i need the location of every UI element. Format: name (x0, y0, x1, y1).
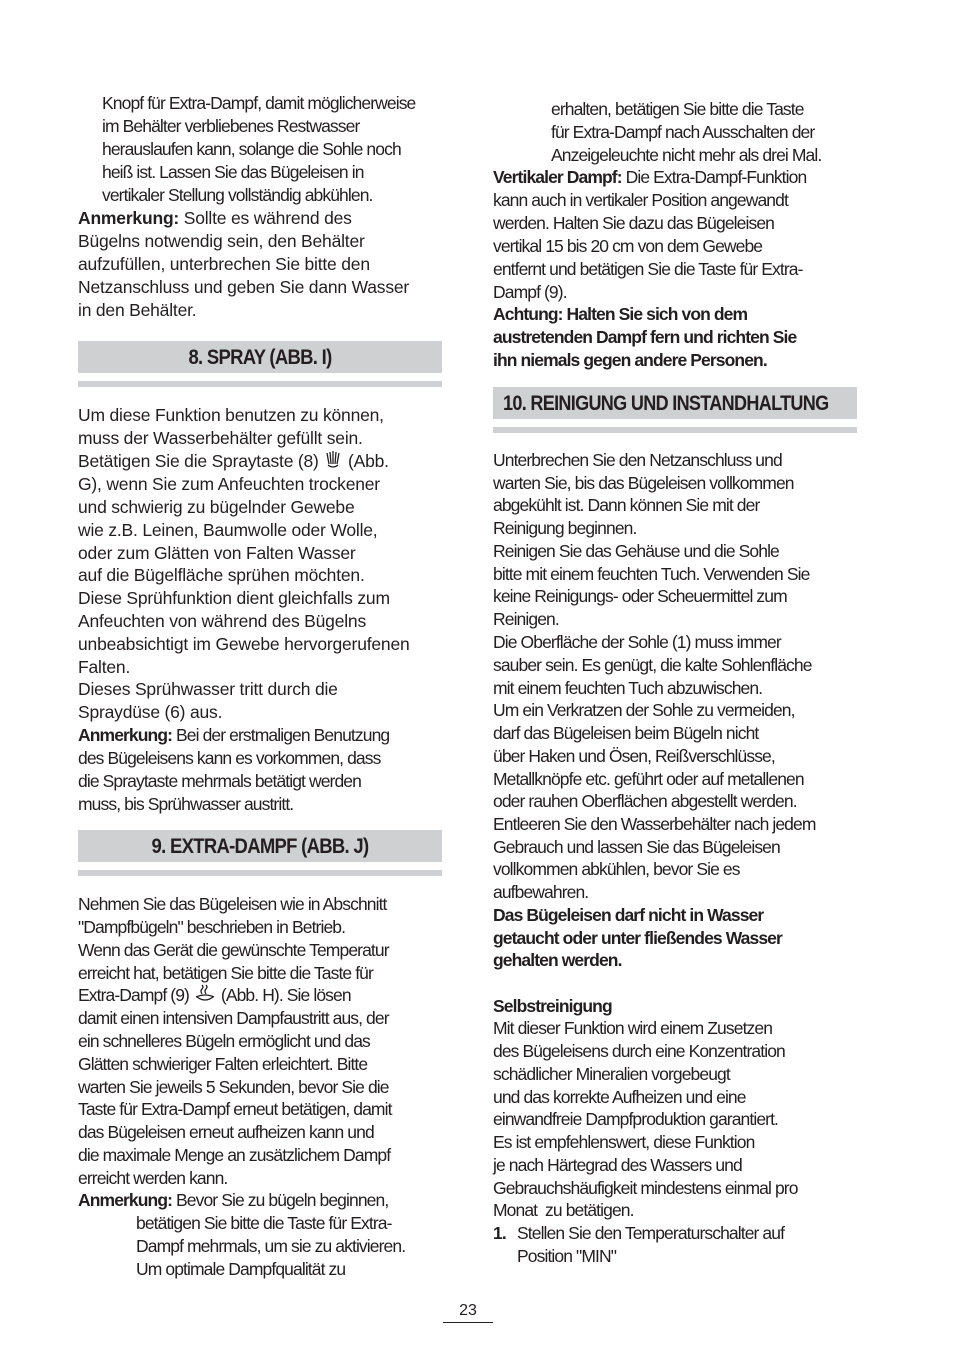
paragraph-line: Dieses Sprühwasser tritt durch die (78, 679, 338, 699)
note-line: Um optimale Dampfqualität zu (136, 1259, 346, 1279)
paragraph-line: erhalten, betätigen Sie bitte die Taste (551, 99, 804, 119)
paragraph-line: schädlicher Mineralien vorgebeugt (493, 1064, 730, 1084)
step-line: Stellen Sie den Temperaturschalter auf (517, 1223, 785, 1243)
paragraph-line: darf das Bügeleisen beim Bügeln nicht (493, 723, 759, 743)
paragraph-line: sauber sein. Es genügt, die kalte Sohlenfläche (493, 655, 812, 675)
paragraph-line: Glätten schwieriger Falten erleichtert. Bitte (78, 1054, 368, 1074)
note-label: Anmerkung: (78, 208, 180, 228)
note-paragraph (78, 207, 352, 230)
note-label: Anmerkung: (78, 1190, 173, 1210)
paragraph-line: abgekühlt ist. Dann können Sie mit der (493, 495, 760, 515)
paragraph-line: Diese Sprühfunktion dient gleichfalls zum (78, 588, 390, 608)
note-line: die Spraytaste mehrmals betätigt werden (78, 771, 361, 791)
paragraph-line: erreicht hat, betätigen Sie bitte die Taste für (78, 963, 373, 983)
paragraph-line: je nach Härtegrad des Wassers und (493, 1155, 742, 1175)
paragraph-line: Unterbrechen Sie den Netzanschluss und (493, 450, 782, 470)
paragraph-line: des Bügeleisens durch eine Konzentration (493, 1041, 785, 1061)
paragraph-line: über Haken und Ösen, Reißverschlüsse, (493, 746, 775, 766)
paragraph-line: unbeabsichtigt im Gewebe hervorgerufenen (78, 634, 410, 654)
note-label: Anmerkung: (78, 725, 173, 745)
page-number-rule (443, 1322, 493, 1323)
paragraph-line: G), wenn Sie zum Anfeuchten trockener (78, 474, 380, 494)
note-line: Netzanschluss und geben Sie dann Wasser (78, 277, 410, 297)
paragraph-line: Reinigung beginnen. (493, 518, 637, 538)
paragraph-line: vertikal 15 bis 20 cm von dem Gewebe (493, 236, 763, 256)
paragraph-line: kann auch in vertikaler Position angewandt (493, 190, 788, 210)
paragraph-line: damit einen intensiven Dampfaustritt aus, der (78, 1008, 389, 1028)
extra-steam-icon (193, 984, 217, 1010)
section-title: 8. SPRAY (ABB. I) (188, 346, 332, 369)
paragraph-line: Mit dieser Funktion wird einem Zusetzen (493, 1018, 773, 1038)
paragraph-line: auf die Bügelfläche sprühen möchten. (78, 565, 365, 585)
paragraph-line: einwandfreie Dampfproduktion garantiert. (493, 1109, 779, 1129)
vertical-steam-label: Vertikaler Dampf: (493, 167, 622, 187)
paragraph-line: für Extra-Dampf nach Ausschalten der (551, 122, 815, 142)
paragraph-line: Betätigen Sie die Spraytaste (8) (Abb. (78, 450, 389, 476)
paragraph-line: Um diese Funktion benutzen zu können, (78, 405, 384, 425)
paragraph-line: Monat zu betätigen. (493, 1200, 634, 1220)
paragraph-line: muss der Wasserbehälter gefüllt sein. (78, 428, 363, 448)
paragraph-line: Wenn das Gerät die gewünschte Temperatur (78, 940, 389, 960)
note-line: Dampf mehrmals, um sie zu aktivieren. (136, 1236, 406, 1256)
paragraph-line: das Bügeleisen erneut aufheizen kann und (78, 1122, 374, 1142)
paragraph-line: Spraydüse (6) aus. (78, 702, 223, 722)
intro-line: Knopf für Extra-Dampf, damit möglicherweise (102, 93, 416, 113)
warning-line: Achtung: Halten Sie sich von dem (493, 304, 748, 324)
intro-line: im Behälter verbliebenes Restwasser (102, 116, 360, 136)
paragraph-line: entfernt und betätigen Sie die Taste für Extra- (493, 259, 803, 279)
note-line: des Bügeleisens kann es vorkommen, dass (78, 748, 381, 768)
paragraph-line: keine Reinigungs- oder Scheuermittel zum (493, 586, 787, 606)
section-header-cleaning (493, 387, 857, 433)
paragraph-line: Die Oberfläche der Sohle (1) muss immer (493, 632, 781, 652)
subheading-self-cleaning: Selbstreinigung (493, 996, 612, 1016)
paragraph-line: oder rauhen Oberflächen abgestellt werden. (493, 791, 797, 811)
paragraph-line: Anfeuchten von während des Bügelns (78, 611, 366, 631)
paragraph-line: Es ist empfehlenswert, diese Funktion (493, 1132, 755, 1152)
note-paragraph: Anmerkung: Bei der erstmaligen Benutzung (78, 725, 390, 745)
note-paragraph: Anmerkung: Bevor Sie zu bügeln beginnen, (78, 1190, 389, 1210)
paragraph-line: Gebrauch und lassen Sie das Bügeleisen (493, 837, 780, 857)
paragraph-line: warten Sie, bis das Bügeleisen vollkommen (493, 473, 794, 493)
warning-line: gehalten werden. (493, 950, 622, 970)
warning-line: Das Bügeleisen darf nicht in Wasser (493, 905, 764, 925)
paragraph-line: erreicht werden kann. (78, 1168, 228, 1188)
paragraph-line: Reinigen Sie das Gehäuse und die Sohle (493, 541, 779, 561)
intro-line: herauslaufen kann, solange die Sohle noch (102, 139, 401, 159)
paragraph-line: Extra-Dampf (9) (Abb. H). Sie lösen (78, 984, 351, 1010)
intro-line: heiß ist. Lassen Sie das Bügeleisen in (102, 162, 364, 182)
paragraph-line: Gebrauchshäufigkeit mindestens einmal pro (493, 1178, 798, 1198)
paragraph-line: Falten. (78, 657, 131, 677)
section-header-spray (78, 341, 442, 387)
paragraph-line: Anzeigeleuchte nicht mehr als drei Mal. (551, 145, 822, 165)
section-title: 10. REINIGUNG UND INSTANDHALTUNG (503, 392, 829, 415)
page-number: 23 (459, 1302, 477, 1319)
paragraph-line: bitte mit einem feuchten Tuch. Verwenden Sie (493, 564, 810, 584)
section-title: 9. EXTRA-DAMPF (ABB. J) (151, 835, 369, 858)
paragraph-line: Dampf (9). (493, 282, 567, 302)
paragraph-line: Nehmen Sie das Bügeleisen wie in Abschnitt (78, 894, 387, 914)
paragraph-line: und schwierig zu bügelnder Gewebe (78, 497, 355, 517)
paragraph-line: Reinigen. (493, 609, 559, 629)
note-line: muss, bis Sprühwasser austritt. (78, 794, 294, 814)
paragraph-line: mit einem feuchten Tuch abzuwischen. (493, 678, 763, 698)
paragraph-line: ein schnelleres Bügeln ermöglicht und das (78, 1031, 370, 1051)
warning-line: austretenden Dampf fern und richten Sie (493, 327, 797, 347)
paragraph-line: wie z.B. Leinen, Baumwolle oder Wolle, (78, 520, 378, 540)
warning-line: getaucht oder unter fließendes Wasser (493, 928, 782, 948)
paragraph-line: Entleeren Sie den Wasserbehälter nach jedem (493, 814, 816, 834)
warning-line: ihn niemals gegen andere Personen. (493, 350, 767, 370)
note-text: Sollte es während des (179, 208, 352, 228)
intro-line: vertikaler Stellung vollständig abkühlen. (102, 185, 373, 205)
note-line: aufzufüllen, unterbrechen Sie bitte den (78, 254, 370, 274)
spray-icon (323, 450, 343, 476)
paragraph-line: Metallknöpfe etc. geführt oder auf metallenen (493, 769, 804, 789)
paragraph-line: "Dampfbügeln" beschrieben in Betrieb. (78, 917, 346, 937)
paragraph-line: vollkommen abkühlen, bevor Sie es (493, 859, 740, 879)
step-number: 1. (493, 1223, 506, 1243)
paragraph-line: Taste für Extra-Dampf erneut betätigen, damit (78, 1099, 392, 1119)
note-line: Bügelns notwendig sein, den Behälter (78, 231, 365, 251)
note-line: betätigen Sie bitte die Taste für Extra- (136, 1213, 392, 1233)
note-line: in den Behälter. (78, 300, 197, 320)
paragraph-line: Um ein Verkratzen der Sohle zu vermeiden, (493, 700, 795, 720)
paragraph-line: aufbewahren. (493, 882, 589, 902)
paragraph-line: die maximale Menge an zusätzlichem Dampf (78, 1145, 391, 1165)
paragraph-line: oder zum Glätten von Falten Wasser (78, 543, 356, 563)
section-header-extra-dampf (78, 830, 442, 876)
step-line: Position "MIN" (517, 1246, 617, 1266)
vertical-steam-paragraph: Vertikaler Dampf: Die Extra-Dampf-Funktion (493, 167, 807, 187)
paragraph-line: werden. Halten Sie dazu das Bügeleisen (493, 213, 775, 233)
paragraph-line: warten Sie jeweils 5 Sekunden, bevor Sie die (78, 1077, 389, 1097)
paragraph-line: und das korrekte Aufheizen und eine (493, 1087, 746, 1107)
